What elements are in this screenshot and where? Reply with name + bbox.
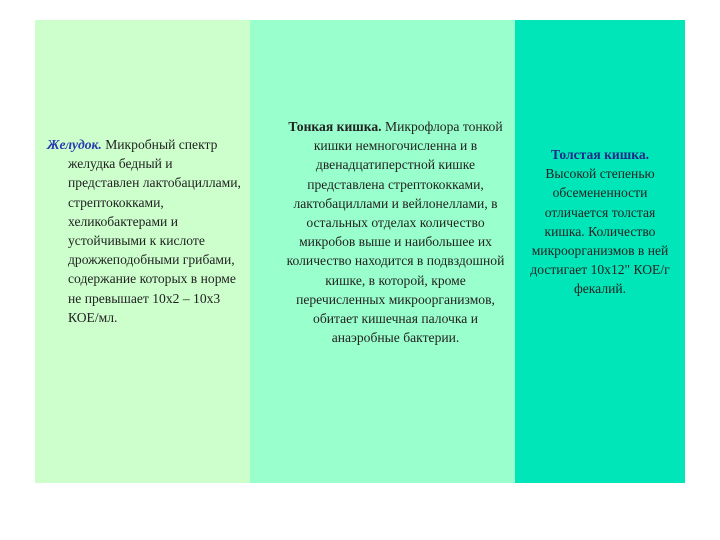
- large-intestine-heading: Толстая кишка.: [550, 147, 650, 162]
- stomach-paragraph: [47, 135, 247, 327]
- large-intestine-text: Высокой степенью обсемененности отличается толстая кишка. Количество микроорганизмов в ней достигает 10х12" КОЕ/г фекалий.: [530, 166, 670, 297]
- stomach-heading: Желудок.: [47, 137, 102, 152]
- stomach-text: Микробный спектр желудка бедный и представлен лактобациллами, стрептококками, хеликобактерами и устойчивыми к кислоте дрожжеподобными грибами, содержание которых в норме не превышает 10х2 – 10х3 КОЕ/мл.: [68, 137, 241, 325]
- small-intestine-paragraph: [258, 117, 512, 347]
- small-intestine-heading: Тонкая кишка.: [288, 119, 382, 134]
- small-intestine-text: Микрофлора тонкой кишки немногочисленна и в двенадцатиперстной кишке представлена стрептококками, лактобациллами и вейлонеллами, в остальных отделах количество микробов выше и наибольшее их количество находится в подвздошной кишке, в которой, кроме перечисленных микроорганизмов, обитает кишечная палочка и анаэробные бактерии.: [286, 119, 505, 346]
- large-intestine-paragraph: [524, 145, 676, 299]
